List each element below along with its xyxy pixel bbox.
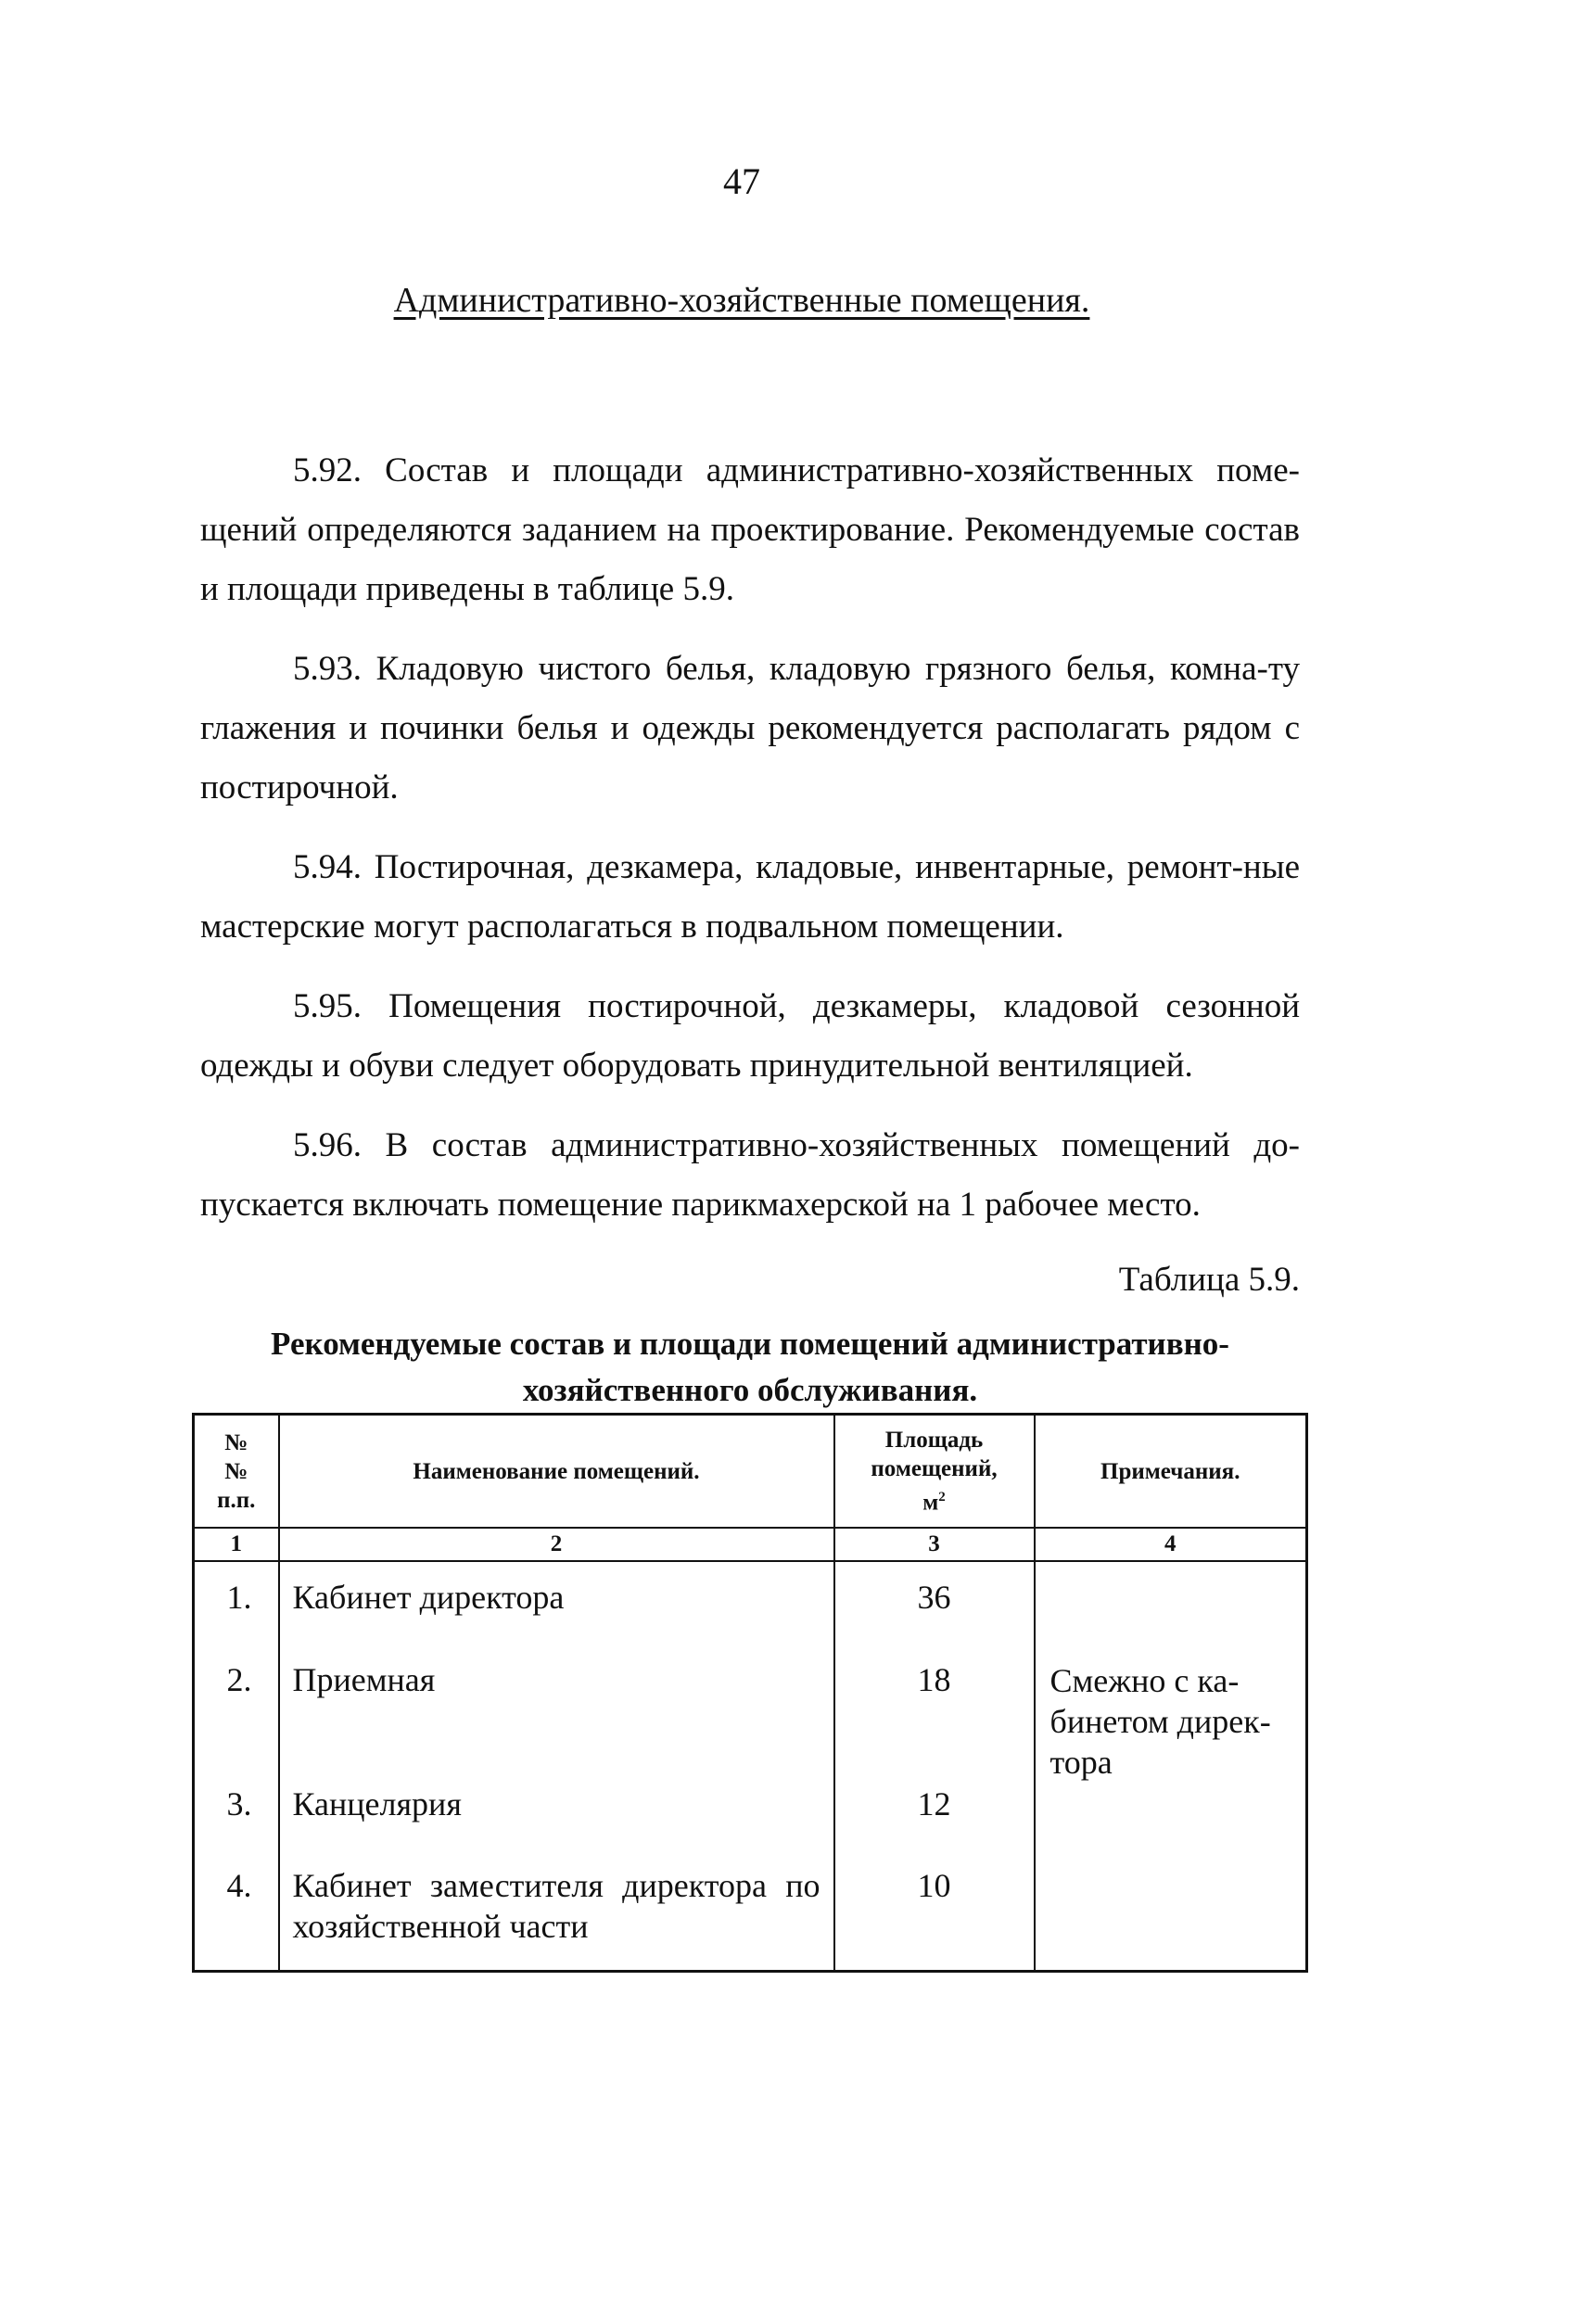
table-row <box>194 1561 1307 1645</box>
room-area: 18 <box>834 1645 1035 1769</box>
note-line: тора <box>1049 1744 1113 1781</box>
column-number: 4 <box>1035 1528 1307 1561</box>
table-caption: Таблица 5.9. <box>1118 1261 1300 1299</box>
section-heading: Административно-хозяйственные помещения. <box>393 281 1090 320</box>
room-area: 10 <box>834 1850 1035 1971</box>
paragraph-5-94: 5.94. Постирочная, дезкамера, кладовые, инвентарные, ремонт-ные мастерские могут располагаться в подвальном помещении. <box>200 848 1300 946</box>
page-number: 47 <box>723 160 760 202</box>
header-number: № № п.п. <box>194 1415 279 1529</box>
paragraph-5-95: 5.95. Помещения постирочной, дезкамеры, кладовой сезонной одежды и обуви следует оборудовать принудительной вентиляцией. <box>200 987 1300 1085</box>
room-name: Кабинет заместителя директора по хозяйственной части <box>279 1850 834 1971</box>
row-number: 3. <box>194 1769 279 1850</box>
paragraph-5-93: 5.93. Кладовую чистого белья, кладовую грязного белья, комна-ту глажения и починки белья и одежды рекомендуется располагать рядом с постирочной. <box>200 650 1300 806</box>
paragraph-5-92: 5.92. Состав и площади административно-хозяйственных поме-щений определяются заданием на проектирование. Рекомендуемые состав и площади приведены в таблице 5.9. <box>200 451 1300 608</box>
table-title-line-2: хозяйственного обслуживания. <box>522 1372 978 1408</box>
rooms-table <box>192 1413 1308 1973</box>
room-note <box>1035 1561 1307 1971</box>
row-number: 4. <box>194 1850 279 1971</box>
table-title <box>200 1321 1300 1414</box>
room-area: 12 <box>834 1769 1035 1850</box>
header-notes: Примечания. <box>1035 1415 1307 1529</box>
note-line: бинетом дирек- <box>1049 1703 1271 1740</box>
paragraph-5-96: 5.96. В состав административно-хозяйственных помещений до-пускается включать помещение парикмахерской на 1 рабочее место. <box>200 1126 1300 1224</box>
body-text <box>200 441 1300 1255</box>
room-name: Кабинет директора <box>279 1561 834 1645</box>
table-title-line-1: Рекомендуемые состав и площади помещений административно- <box>271 1326 1229 1362</box>
column-number: 2 <box>279 1528 834 1561</box>
room-area: 36 <box>834 1561 1035 1645</box>
row-number: 1. <box>194 1561 279 1645</box>
header-area: Площадь помещений, $м^2$ <box>834 1415 1035 1529</box>
column-number-row <box>194 1528 1307 1561</box>
column-number: 3 <box>834 1528 1035 1561</box>
room-name: Канцелярия <box>279 1769 834 1850</box>
note-line: Смежно с ка- <box>1049 1662 1240 1699</box>
room-name: Приемная <box>279 1645 834 1769</box>
table-header-row <box>194 1415 1307 1529</box>
column-number: 1 <box>194 1528 279 1561</box>
header-room-name: Наименование помещений. <box>279 1415 834 1529</box>
row-number: 2. <box>194 1645 279 1769</box>
